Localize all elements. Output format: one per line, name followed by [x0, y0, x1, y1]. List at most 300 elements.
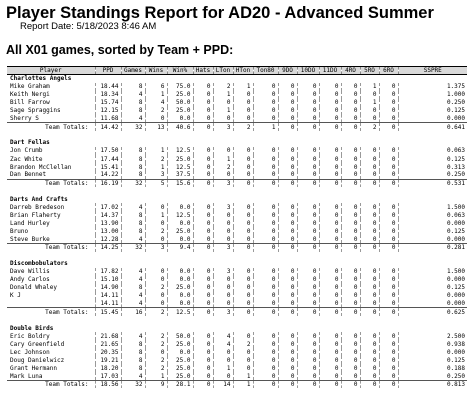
- stat-cell: 0: [360, 284, 379, 292]
- stat-cell: 0: [297, 219, 319, 227]
- team-total-cell: 0.281: [398, 244, 467, 252]
- stat-cell: 0: [341, 155, 360, 163]
- stat-cell: 0: [253, 227, 278, 235]
- stat-cell: 8: [121, 364, 145, 372]
- column-header-6ro: 6RO: [379, 67, 398, 75]
- stat-cell: 8: [121, 227, 145, 235]
- stat-cell: 0: [319, 276, 341, 284]
- player-name: K J: [7, 292, 95, 300]
- stat-cell: 4: [121, 292, 145, 300]
- stat-cell: 0: [297, 284, 319, 292]
- stat-cell: 0: [319, 364, 341, 372]
- stat-cell: 0: [145, 203, 167, 211]
- stat-cell: 0: [379, 83, 398, 91]
- stat-cell: 0: [341, 348, 360, 356]
- stat-cell: 0: [233, 276, 253, 284]
- team-total-cell: 16: [121, 308, 145, 316]
- stat-cell: 0: [145, 235, 167, 243]
- report-subtitle: All X01 games, sorted by Team + PPD:: [6, 43, 234, 57]
- stat-cell: 0: [319, 99, 341, 107]
- player-row: [7, 203, 467, 211]
- stat-cell: 0: [213, 300, 233, 308]
- stat-cell: 0: [319, 163, 341, 171]
- stat-cell: 0.0: [167, 300, 193, 308]
- player-name: Bill Farrow: [7, 99, 95, 107]
- spacer-cell: [7, 187, 467, 195]
- stat-cell: 15.41: [95, 163, 121, 171]
- stat-cell: 0: [319, 332, 341, 340]
- stat-cell: 0: [253, 300, 278, 308]
- stat-cell: 0: [319, 91, 341, 99]
- stat-cell: 0: [379, 107, 398, 115]
- stat-cell: 0.250: [446, 171, 465, 179]
- stat-cell: 25.0: [167, 340, 193, 348]
- stat-cell: 0: [193, 91, 213, 99]
- player-row: [7, 219, 467, 227]
- stat-cell: 0: [278, 155, 297, 163]
- stat-cell: 0: [341, 372, 360, 380]
- team-total-cell: 1: [233, 380, 253, 388]
- team-total-cell: 0: [319, 179, 341, 187]
- team-name: Double Birds: [10, 324, 54, 332]
- stat-cell: 0: [193, 219, 213, 227]
- stat-cell: 0: [193, 332, 213, 340]
- team-name: Dart Fellas: [10, 139, 50, 147]
- stat-cell: 0: [193, 292, 213, 300]
- player-row: [7, 171, 467, 179]
- stat-cell: 0: [213, 147, 233, 155]
- stat-cell: 0: [278, 163, 297, 171]
- team-total-cell: 0.531: [398, 179, 467, 187]
- stat-cell: 0: [297, 115, 319, 123]
- stat-cell: 0: [319, 83, 341, 91]
- stat-cell: 0.250: [446, 99, 465, 107]
- stat-cell: 0: [319, 292, 341, 300]
- team-total-cell: 14.42: [95, 123, 121, 131]
- stat-cell: 0: [145, 115, 167, 123]
- stat-cell: 0.000: [446, 219, 465, 227]
- stat-cell: 0.0: [167, 115, 193, 123]
- column-header-ppd: PPD: [95, 67, 121, 75]
- stat-cell: 0: [360, 348, 379, 356]
- stat-cell: 0.0: [167, 235, 193, 243]
- stat-cell: 0.0: [167, 292, 193, 300]
- stat-cell: 0: [360, 171, 379, 179]
- stat-cell: 0: [297, 372, 319, 380]
- stat-cell: 0: [341, 292, 360, 300]
- team-total-cell: 2: [145, 308, 167, 316]
- stat-cell: 0: [379, 219, 398, 227]
- stat-cell: 0: [278, 99, 297, 107]
- team-total-cell: 0: [341, 308, 360, 316]
- stat-cell: 4: [213, 340, 233, 348]
- stat-cell: 0: [253, 219, 278, 227]
- team-total-cell: 0: [193, 179, 213, 187]
- stat-cell: 0: [319, 171, 341, 179]
- stat-cell: 0: [278, 235, 297, 243]
- stat-cell: 0: [360, 227, 379, 235]
- player-name: Land Hurley: [7, 219, 95, 227]
- stat-cell: 0.313: [446, 163, 465, 171]
- team-total-cell: 0: [360, 244, 379, 252]
- player-name: Donald Whaley: [7, 284, 95, 292]
- stat-cell: 0: [319, 372, 341, 380]
- stat-cell: 1: [213, 107, 233, 115]
- team-total-cell: 0: [253, 179, 278, 187]
- stat-cell: 0: [213, 171, 233, 179]
- team-total-cell: 0: [360, 308, 379, 316]
- column-header-lton: LTon: [213, 67, 233, 75]
- player-row: [7, 292, 467, 300]
- stat-cell: 8: [121, 356, 145, 364]
- stat-cell: 0: [193, 348, 213, 356]
- team-total-cell: 32: [121, 244, 145, 252]
- stat-cell: 0: [253, 99, 278, 107]
- team-totals-row: [7, 244, 467, 252]
- stat-cell: 0: [233, 268, 253, 276]
- stat-cell: 25.0: [167, 91, 193, 99]
- stat-cell: 0: [278, 300, 297, 308]
- stat-cell: 25.0: [167, 372, 193, 380]
- player-name: Steve Burke: [7, 235, 95, 243]
- column-header-4ro: 4RO: [341, 67, 360, 75]
- stat-cell: 2: [145, 227, 167, 235]
- player-name: Brian Flaherty: [7, 211, 95, 219]
- team-totals-label: Team Totals:: [7, 308, 95, 316]
- stat-cell: 18.44: [95, 83, 121, 91]
- player-row: [7, 155, 467, 163]
- stat-cell: 13.00: [95, 227, 121, 235]
- table-header-row: [7, 67, 467, 75]
- stat-cell: 0: [233, 91, 253, 99]
- stat-cell: 0: [341, 332, 360, 340]
- stat-cell: 0: [360, 364, 379, 372]
- stat-cell: 4: [121, 300, 145, 308]
- stat-cell: 37.5: [167, 171, 193, 179]
- stat-cell: 0: [297, 147, 319, 155]
- stat-cell: 0: [379, 211, 398, 219]
- team-totals-row: [7, 179, 467, 187]
- stat-cell: 4: [121, 268, 145, 276]
- team-totals-row: [7, 123, 467, 131]
- stat-cell: 0: [379, 364, 398, 372]
- stat-cell: 0: [278, 356, 297, 364]
- player-name: Mike Graham: [7, 83, 95, 91]
- stat-cell: 0: [253, 284, 278, 292]
- column-header-9do: 9DO: [278, 67, 297, 75]
- player-row: [7, 99, 467, 107]
- stat-cell: 0: [379, 300, 398, 308]
- column-header-10do: 10DO: [297, 67, 319, 75]
- team-total-cell: 0: [253, 380, 278, 388]
- stat-cell: 25.0: [167, 227, 193, 235]
- stat-cell: 0.125: [446, 227, 465, 235]
- stat-cell: 0: [341, 147, 360, 155]
- team-total-cell: 0.813: [398, 380, 467, 388]
- stat-cell: 0: [233, 219, 253, 227]
- stat-cell: 0.125: [446, 284, 465, 292]
- stat-cell: 0: [145, 276, 167, 284]
- player-name: Zac White: [7, 155, 95, 163]
- stat-cell: 1: [145, 147, 167, 155]
- stat-cell: 0: [341, 83, 360, 91]
- team-total-cell: 1: [253, 123, 278, 131]
- stat-cell: 0: [341, 91, 360, 99]
- stat-cell: 0: [297, 364, 319, 372]
- column-header-wins: Wins: [145, 67, 167, 75]
- stat-cell: 0: [278, 348, 297, 356]
- stat-cell: 0: [233, 332, 253, 340]
- stat-cell: 0: [360, 235, 379, 243]
- stat-cell: 0.063: [446, 147, 465, 155]
- team-total-cell: 0: [278, 380, 297, 388]
- stat-cell: 0: [341, 171, 360, 179]
- stat-cell: 0: [379, 372, 398, 380]
- player-name: Doug Danielwicz: [7, 356, 95, 364]
- stat-cell: 0: [233, 300, 253, 308]
- stat-cell: 25.0: [167, 107, 193, 115]
- stat-cell: 8: [121, 340, 145, 348]
- stat-cell: 8: [121, 163, 145, 171]
- player-name: Dave Willis: [7, 268, 95, 276]
- stat-cell: 11.68: [95, 115, 121, 123]
- stat-cell: 0: [360, 155, 379, 163]
- stat-cell: 0.0: [167, 219, 193, 227]
- stat-cell: 8: [121, 348, 145, 356]
- stat-cell: 0: [319, 356, 341, 364]
- stat-cell: 0: [233, 284, 253, 292]
- stat-cell: 0: [297, 83, 319, 91]
- stat-cell: 0: [297, 332, 319, 340]
- team-total-cell: 0: [253, 308, 278, 316]
- stat-cell: 0: [233, 356, 253, 364]
- spacer-row: [7, 187, 467, 195]
- player-row: [7, 163, 467, 171]
- team-total-cell: 0: [341, 380, 360, 388]
- stat-cell: 0: [233, 115, 253, 123]
- stat-cell: 0: [379, 171, 398, 179]
- stat-cell: 4: [121, 91, 145, 99]
- stat-cell: 0: [341, 364, 360, 372]
- stat-cell: 0: [360, 91, 379, 99]
- team-total-cell: 15.45: [95, 308, 121, 316]
- stat-cell: 0: [253, 332, 278, 340]
- player-row: [7, 364, 467, 372]
- stat-cell: 0: [193, 235, 213, 243]
- team-total-cell: 13: [145, 123, 167, 131]
- team-total-cell: 15.6: [167, 179, 193, 187]
- stat-cell: 0: [213, 276, 233, 284]
- player-name: Andy Carlos: [7, 276, 95, 284]
- stat-cell: 0: [233, 147, 253, 155]
- stat-cell: 0: [213, 219, 233, 227]
- stat-cell: 0: [319, 147, 341, 155]
- team-total-cell: 0: [193, 308, 213, 316]
- stat-cell: 0.125: [446, 155, 465, 163]
- stat-cell: 0: [213, 356, 233, 364]
- stat-cell: 18.20: [95, 364, 121, 372]
- player-row: [7, 83, 467, 91]
- stat-cell: 2: [145, 340, 167, 348]
- stat-cell: 0: [319, 219, 341, 227]
- team-total-cell: 0: [360, 179, 379, 187]
- column-header-player: Player: [7, 67, 95, 75]
- stat-cell: 0: [297, 300, 319, 308]
- stat-cell: 0: [319, 203, 341, 211]
- player-row: [7, 284, 467, 292]
- team-totals-label: Team Totals:: [7, 380, 95, 388]
- stat-cell: 0: [379, 227, 398, 235]
- stat-cell: 1.000: [446, 91, 465, 99]
- stat-cell: 0: [360, 356, 379, 364]
- stat-cell: 1: [213, 364, 233, 372]
- stat-cell: 0: [193, 163, 213, 171]
- stat-cell: 0: [145, 219, 167, 227]
- stat-cell: 4: [213, 332, 233, 340]
- stat-cell: 0: [253, 235, 278, 243]
- stat-cell: 14.37: [95, 211, 121, 219]
- stat-cell: 0: [278, 211, 297, 219]
- stat-cell: 0: [278, 147, 297, 155]
- stat-cell: 1: [233, 83, 253, 91]
- stat-cell: 14.90: [95, 284, 121, 292]
- stat-cell: 0: [193, 227, 213, 235]
- stat-cell: 0: [360, 211, 379, 219]
- team-total-cell: 0: [278, 179, 297, 187]
- stat-cell: 0.0: [167, 276, 193, 284]
- stat-cell: 0: [193, 356, 213, 364]
- stat-cell: 18.34: [95, 91, 121, 99]
- stat-cell: 2: [145, 155, 167, 163]
- stat-cell: 0: [360, 163, 379, 171]
- stat-cell: 2: [145, 364, 167, 372]
- stat-cell: 0: [341, 284, 360, 292]
- stat-cell: 2: [145, 107, 167, 115]
- stat-cell: 0: [253, 91, 278, 99]
- team-total-cell: 3: [213, 123, 233, 131]
- stat-cell: 0: [379, 284, 398, 292]
- team-total-cell: 0.625: [398, 308, 467, 316]
- stat-cell: 0: [341, 211, 360, 219]
- stat-cell: 0: [341, 227, 360, 235]
- stat-cell: 14.22: [95, 171, 121, 179]
- stat-cell: 0: [297, 211, 319, 219]
- stat-cell: 8: [121, 99, 145, 107]
- team-total-cell: 0: [297, 380, 319, 388]
- stat-cell: 0: [278, 91, 297, 99]
- team-name: Charlottes Angels: [10, 75, 72, 83]
- stat-cell: 0: [360, 340, 379, 348]
- stat-cell: 0.000: [446, 300, 465, 308]
- player-row: [7, 147, 467, 155]
- stat-cell: 1: [213, 91, 233, 99]
- team-totals-label: Team Totals:: [7, 179, 95, 187]
- player-row: [7, 107, 467, 115]
- stat-cell: 50.0: [167, 332, 193, 340]
- stat-cell: 0: [297, 163, 319, 171]
- stat-cell: 0: [379, 268, 398, 276]
- stat-cell: 0: [297, 356, 319, 364]
- standings-table-container: [7, 66, 467, 419]
- stat-cell: 17.03: [95, 372, 121, 380]
- stat-cell: 0: [319, 348, 341, 356]
- stat-cell: 25.0: [167, 284, 193, 292]
- stat-cell: 0: [233, 364, 253, 372]
- team-header-row: [7, 324, 467, 332]
- team-total-cell: 0: [341, 123, 360, 131]
- stat-cell: 0: [145, 348, 167, 356]
- stat-cell: 0: [297, 203, 319, 211]
- stat-cell: 0: [341, 340, 360, 348]
- team-total-cell: 3: [145, 244, 167, 252]
- player-row: [7, 340, 467, 348]
- player-row: [7, 348, 467, 356]
- stat-cell: 0: [233, 171, 253, 179]
- stat-cell: 0: [319, 300, 341, 308]
- stat-cell: 0: [253, 372, 278, 380]
- stat-cell: 25.0: [167, 155, 193, 163]
- stat-cell: 1: [233, 372, 253, 380]
- stat-cell: 0.000: [446, 348, 465, 356]
- stat-cell: 0.000: [446, 292, 465, 300]
- stat-cell: 0: [233, 155, 253, 163]
- stat-cell: 0: [278, 115, 297, 123]
- stat-cell: 0: [297, 348, 319, 356]
- stat-cell: 0: [297, 340, 319, 348]
- stat-cell: 0: [319, 340, 341, 348]
- stat-cell: 2: [145, 356, 167, 364]
- team-total-cell: 0.641: [398, 123, 467, 131]
- stat-cell: 0.063: [446, 211, 465, 219]
- stat-cell: 17.02: [95, 203, 121, 211]
- stat-cell: 0: [297, 276, 319, 284]
- stat-cell: 0: [193, 171, 213, 179]
- report-date: Report Date: 5/18/2023 8:46 AM: [20, 21, 157, 32]
- stat-cell: 0: [379, 348, 398, 356]
- stat-cell: 0: [253, 115, 278, 123]
- stat-cell: 0: [253, 268, 278, 276]
- stat-cell: 0: [233, 163, 253, 171]
- column-header-11do: 11DO: [319, 67, 341, 75]
- stat-cell: 0: [233, 107, 253, 115]
- stat-cell: 4: [121, 372, 145, 380]
- stat-cell: 0: [319, 155, 341, 163]
- team-total-cell: 0: [297, 308, 319, 316]
- stat-cell: 0: [193, 268, 213, 276]
- stat-cell: 0: [193, 340, 213, 348]
- team-total-cell: 3: [213, 244, 233, 252]
- stat-cell: 8: [121, 211, 145, 219]
- column-header-5ro: 5RO: [360, 67, 379, 75]
- stat-cell: 4: [121, 276, 145, 284]
- stat-cell: 0: [253, 171, 278, 179]
- stat-cell: 0.000: [446, 276, 465, 284]
- stat-cell: 0: [253, 292, 278, 300]
- team-total-cell: 0: [233, 308, 253, 316]
- team-total-cell: 32: [121, 123, 145, 131]
- stat-cell: 0: [278, 284, 297, 292]
- player-row: [7, 332, 467, 340]
- stat-cell: 0: [360, 292, 379, 300]
- team-total-cell: 32: [121, 380, 145, 388]
- player-name: Cary Greenfield: [7, 340, 95, 348]
- stat-cell: 4: [121, 235, 145, 243]
- stat-cell: 0: [341, 107, 360, 115]
- stat-cell: 0: [319, 227, 341, 235]
- stat-cell: 0: [253, 211, 278, 219]
- stat-cell: 0: [253, 356, 278, 364]
- stat-cell: 50.0: [167, 99, 193, 107]
